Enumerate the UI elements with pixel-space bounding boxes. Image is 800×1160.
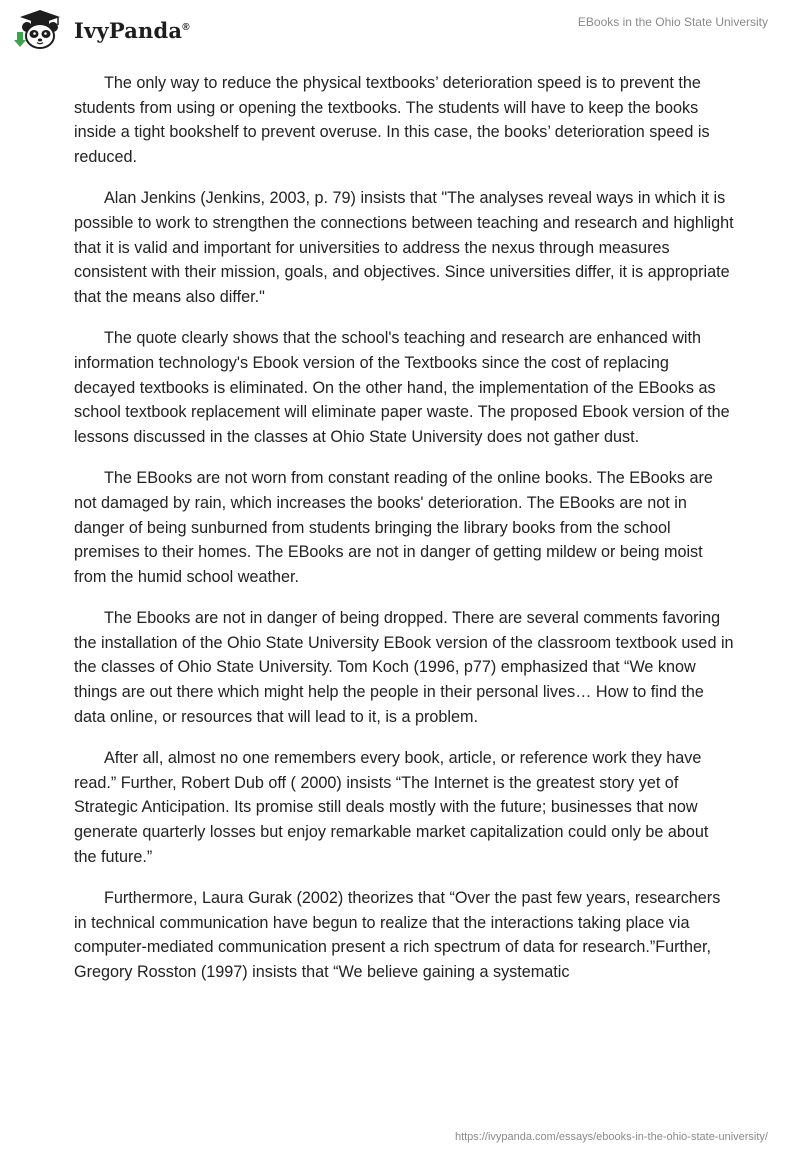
paragraph: The only way to reduce the physical textbooks’ deterioration speed is to prevent the students from using or opening the textbooks. The students will have to keep the books inside a tight bookshelf to prevent overuse. In this case, the books’ deterioration speed is reduced. [74, 74, 710, 166]
registered-mark: ® [182, 21, 190, 33]
logo[interactable] [14, 8, 190, 52]
essay-body [74, 71, 734, 1002]
page-header [0, 0, 800, 62]
paragraph: The EBooks are not worn from constant reading of the online books. The EBooks are not damaged by rain, which increases the books' deterioration. The EBooks are not in danger of being sunburned from students bringing the library books from the school premises to their homes. The EBooks are not in danger of getting mildew or being moist from the humid school weather. [74, 469, 713, 586]
source-url[interactable]: https://ivypanda.com/essays/ebooks-in-the-ohio-state-university/ [454, 1131, 768, 1143]
paragraph: After all, almost no one remembers every book, article, or reference work they have read.” Further, Robert Dub off ( 2000) insists “The Internet is the greatest story yet of Strategic Anticipation. Its promise still deals mostly with the future; businesses that now generate quarterly losses but enjoy remarkable market capitalization could only be about the future.” [74, 749, 709, 866]
paragraph: Alan Jenkins (Jenkins, 2003, p. 79) insists that "The analyses reveal ways in which it is possible to work to strengthen the connections between teaching and research and highlight that it is valid and important for universities to address the nexus through measures consistent with their mission, goals, and objectives. Since universities differ, it is appropriate that the means also differ." [74, 189, 734, 306]
paragraph: Furthermore, Laura Gurak (2002) theorizes that “Over the past few years, researchers in technical communication have begun to realize that the interactions taking place via computer-mediated communication present a rich spectrum of data for research.”Further, Gregory Rosston (1997) insists that “We believe gaining a systematic [74, 889, 721, 981]
brand-name: IvyPanda® [74, 17, 190, 43]
document-title: EBooks in the Ohio State University [577, 15, 768, 29]
paragraph: The Ebooks are not in danger of being dropped. There are several comments favoring the installation of the Ohio State University EBook version of the classroom textbook used in the classes of Ohio State University. Tom Koch (1996, p77) emphasized that “We know things are out there which might help the people in their personal lives… How to find the data online, or resources that will lead to it, is a problem. [74, 609, 734, 726]
paragraph: The quote clearly shows that the school's teaching and research are enhanced with information technology's Ebook version of the Textbooks since the cost of replacing decayed textbooks is eliminated. On the other hand, the implementation of the EBooks as school textbook replacement will eliminate paper waste. The proposed Ebook version of the lessons discussed in the classes at Ohio State University does not gather dust. [74, 329, 730, 446]
panda-graduate-icon [14, 8, 66, 52]
